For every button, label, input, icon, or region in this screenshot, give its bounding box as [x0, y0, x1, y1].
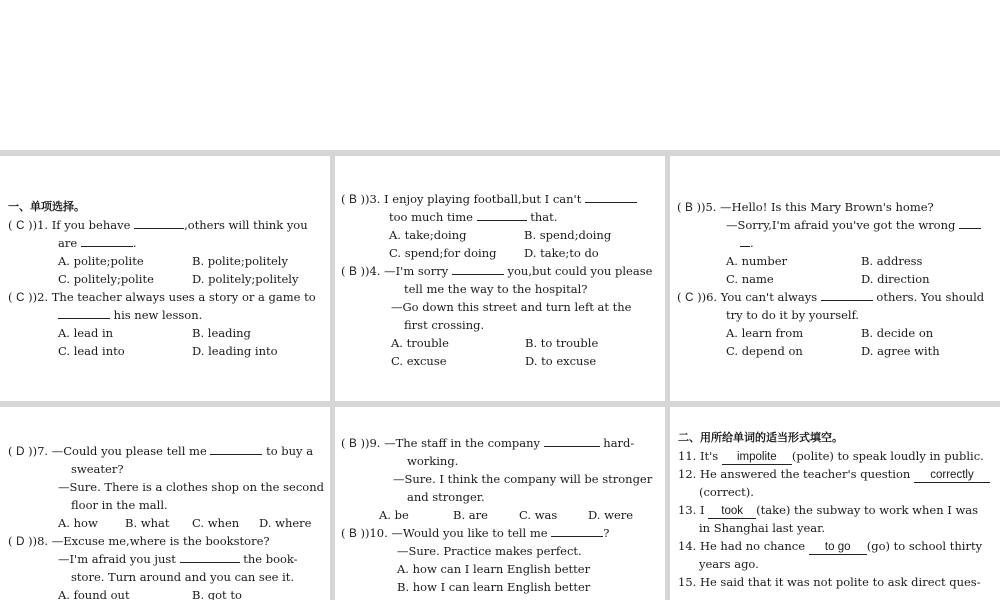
options-3-cd [341, 244, 659, 262]
answer-1: C [16, 220, 25, 232]
blank[interactable] [81, 234, 133, 247]
options-8 [8, 586, 326, 600]
options-9 [341, 506, 661, 524]
question-10: ( B ))10. —Would you like to tell me ? [341, 526, 610, 540]
column-divider-right [665, 150, 670, 600]
option-c[interactable]: C. lead into [58, 344, 125, 358]
option-a[interactable]: A. found out [58, 588, 130, 600]
blank[interactable] [477, 208, 527, 221]
answer-3: B [349, 194, 357, 206]
question-6: ( C ))6. You can't always others. You should [677, 290, 985, 304]
options-4-cd [341, 352, 659, 370]
option-b[interactable]: B. polite;politely [192, 254, 288, 268]
option-b[interactable]: B. got to [192, 588, 242, 600]
option-d[interactable]: D. leading into [192, 344, 278, 358]
blank[interactable] [58, 306, 110, 319]
option-a[interactable]: A. polite;polite [58, 254, 144, 268]
fill-answer-13[interactable]: took [708, 505, 756, 519]
option-b[interactable]: B. what [125, 516, 170, 530]
divider-middle [0, 401, 1000, 407]
question-5: ( B ))5. —Hello! Is this Mary Brown's home? [677, 200, 934, 214]
options-3-ab [341, 226, 659, 244]
option-c[interactable]: C. name [726, 272, 774, 286]
option-a[interactable]: A. number [726, 254, 787, 268]
option-b[interactable]: B. leading [192, 326, 251, 340]
option-d[interactable]: D. agree with [861, 344, 940, 358]
fill-answer-11[interactable]: impolite [722, 451, 792, 465]
question-7: ( D ))7. —Could you please tell me to buy a [8, 444, 314, 458]
option-b[interactable]: B. address [861, 254, 923, 268]
options-2-ab [8, 324, 326, 342]
question-8: ( D ))8. —Excuse me,where is the bookstore? [8, 534, 270, 548]
section-title-fill: 二、用所给单词的适当形式填空。 [678, 431, 843, 444]
answer-9: B [349, 438, 357, 450]
option-d[interactable]: D. to excuse [525, 354, 597, 368]
option-c[interactable]: C. politely;polite [58, 272, 154, 286]
fill-answer-12[interactable]: correctly [914, 469, 990, 483]
option-c[interactable]: C. depend on [726, 344, 803, 358]
options-7 [8, 514, 326, 532]
option-d[interactable]: D. politely;politely [192, 272, 299, 286]
options-5-ab [677, 252, 995, 270]
answer-2: C [16, 292, 25, 304]
fill-answer-14[interactable]: to go [809, 541, 867, 555]
panel-q7-q8: ( D ))7. —Could you please tell me to buy a sweater? —Sure. There is a clothes shop on the second floor in the mall. A. how B. what C. when D. where ( D ))8. —Excuse me,where is the bookstore? —I'm afraid you just the book- store. Turn around and you can see it. A. found out B. got to [8, 442, 326, 600]
option-a[interactable]: A. how can I learn English better [397, 562, 591, 576]
section-title-choice: 一、单项选择。 [8, 200, 85, 213]
question-9: ( B ))9. —The staff in the company hard- [341, 436, 635, 450]
divider-top [0, 150, 1000, 156]
option-a[interactable]: A. take;doing [389, 228, 467, 242]
question-13: 13. I took (take) the subway to work when I was [678, 503, 979, 517]
option-d[interactable]: D. take;to do [524, 246, 599, 260]
option-a[interactable]: A. how [58, 516, 98, 530]
answer-4: B [349, 266, 357, 278]
blank[interactable] [180, 550, 240, 563]
option-b[interactable]: B. to trouble [525, 336, 599, 350]
option-d[interactable]: D. where [259, 516, 312, 530]
blank[interactable] [959, 216, 981, 229]
panel-q3-q4: ( B ))3. I enjoy playing football,but I can't too much time that. A. take;doing B. spend;doing C. spend;for doing D. take;to do ( B ))4. —I'm sorry you,but could you please tell me the way to the hospital? —Go down this street and turn left at the first crossing. A. trouble B. to trouble C. excuse D. to excuse [341, 190, 659, 370]
options-1-cd [8, 270, 326, 288]
question-1: ( C ))1. If you behave ,others will think you [8, 218, 308, 232]
question-3: ( B ))3. I enjoy playing football,but I can't [341, 190, 659, 208]
blank[interactable] [544, 434, 600, 447]
blank[interactable] [452, 262, 504, 275]
blank[interactable] [740, 234, 750, 247]
top-margin [0, 0, 1000, 150]
question-14: 14. He had no chance to go (go) to school thirty [678, 539, 983, 553]
option-c[interactable]: C. excuse [391, 354, 447, 368]
option-b[interactable]: B. how I can learn English better [397, 580, 591, 594]
option-a[interactable]: A. learn from [726, 326, 804, 340]
question-4: ( B ))4. —I'm sorry you,but could you please [341, 264, 653, 278]
blank[interactable] [551, 524, 603, 537]
option-b[interactable]: B. decide on [861, 326, 934, 340]
panel-q5-q6: ( B ))5. —Hello! Is this Mary Brown's home? —Sorry,I'm afraid you've got the wrong . A. number B. address C. name D. direction ( C ))6. You can't always others. You should try to do it by yourself. A. learn from B. decide on C. depend on D. agree with [677, 198, 995, 360]
question-15: 15. He said that it was not polite to ask direct ques- [678, 575, 981, 589]
blank[interactable] [210, 442, 262, 455]
options-6-ab [677, 324, 995, 342]
answer-8: D [16, 536, 25, 548]
option-d[interactable]: D. were [588, 508, 634, 522]
panel-fill-in: 二、用所给单词的适当形式填空。 11. It's impolite (polite) to speak loudly in public. 12. He answered the teacher's question correctly (correct). 13. I took (take) the subway to work when I was in Shanghai last year. 14. He had no chance to go (go) to school thirty years ago. 15. He said that it was not polite to ask direct ques- [678, 429, 996, 600]
question-11: 11. It's impolite (polite) to speak loudly in public. [678, 449, 984, 463]
option-b[interactable]: B. spend;doing [524, 228, 612, 242]
answer-7: D [16, 446, 25, 458]
option-c[interactable]: C. was [519, 508, 558, 522]
options-4-ab [341, 334, 659, 352]
blank[interactable] [585, 190, 637, 203]
option-b[interactable]: B. are [453, 508, 488, 522]
panel-q1-q2: 一、单项选择。 ( C ))1. If you behave ,others will think you are . A. polite;polite B. polite;politely C. politely;polite D. politely;politely ( C ))2. The teacher always uses a story or a game to his new lesson. A. lead in B. leading C. lead into D. leading into [8, 198, 326, 360]
option-c[interactable]: C. when [192, 516, 240, 530]
question-2: ( C ))2. The teacher always uses a story or a game to [8, 290, 316, 304]
answer-10: B [349, 528, 357, 540]
option-a[interactable]: A. be [379, 508, 409, 522]
options-6-cd [677, 342, 995, 360]
blank[interactable] [821, 288, 873, 301]
question-12: 12. He answered the teacher's question correctly [678, 465, 996, 483]
answer-6: C [685, 292, 694, 304]
option-d[interactable]: D. direction [861, 272, 930, 286]
options-1-ab [8, 252, 326, 270]
option-a[interactable]: A. lead in [58, 326, 114, 340]
options-5-cd [677, 270, 995, 288]
column-divider-left [330, 150, 335, 600]
options-2-cd [8, 342, 326, 360]
panel-q9-q10: ( B ))9. —The staff in the company hard- working. —Sure. I think the company will be stronger and stronger. A. be B. are C. was D. were ( B ))10. —Would you like to tell me ? —Sure. Practice makes perfect. A. how can I learn English better B. how I can learn English better [341, 434, 661, 600]
answer-5: B [685, 202, 693, 214]
option-c[interactable]: C. spend;for doing [389, 246, 497, 260]
blank[interactable] [134, 216, 184, 229]
option-a[interactable]: A. trouble [391, 336, 449, 350]
